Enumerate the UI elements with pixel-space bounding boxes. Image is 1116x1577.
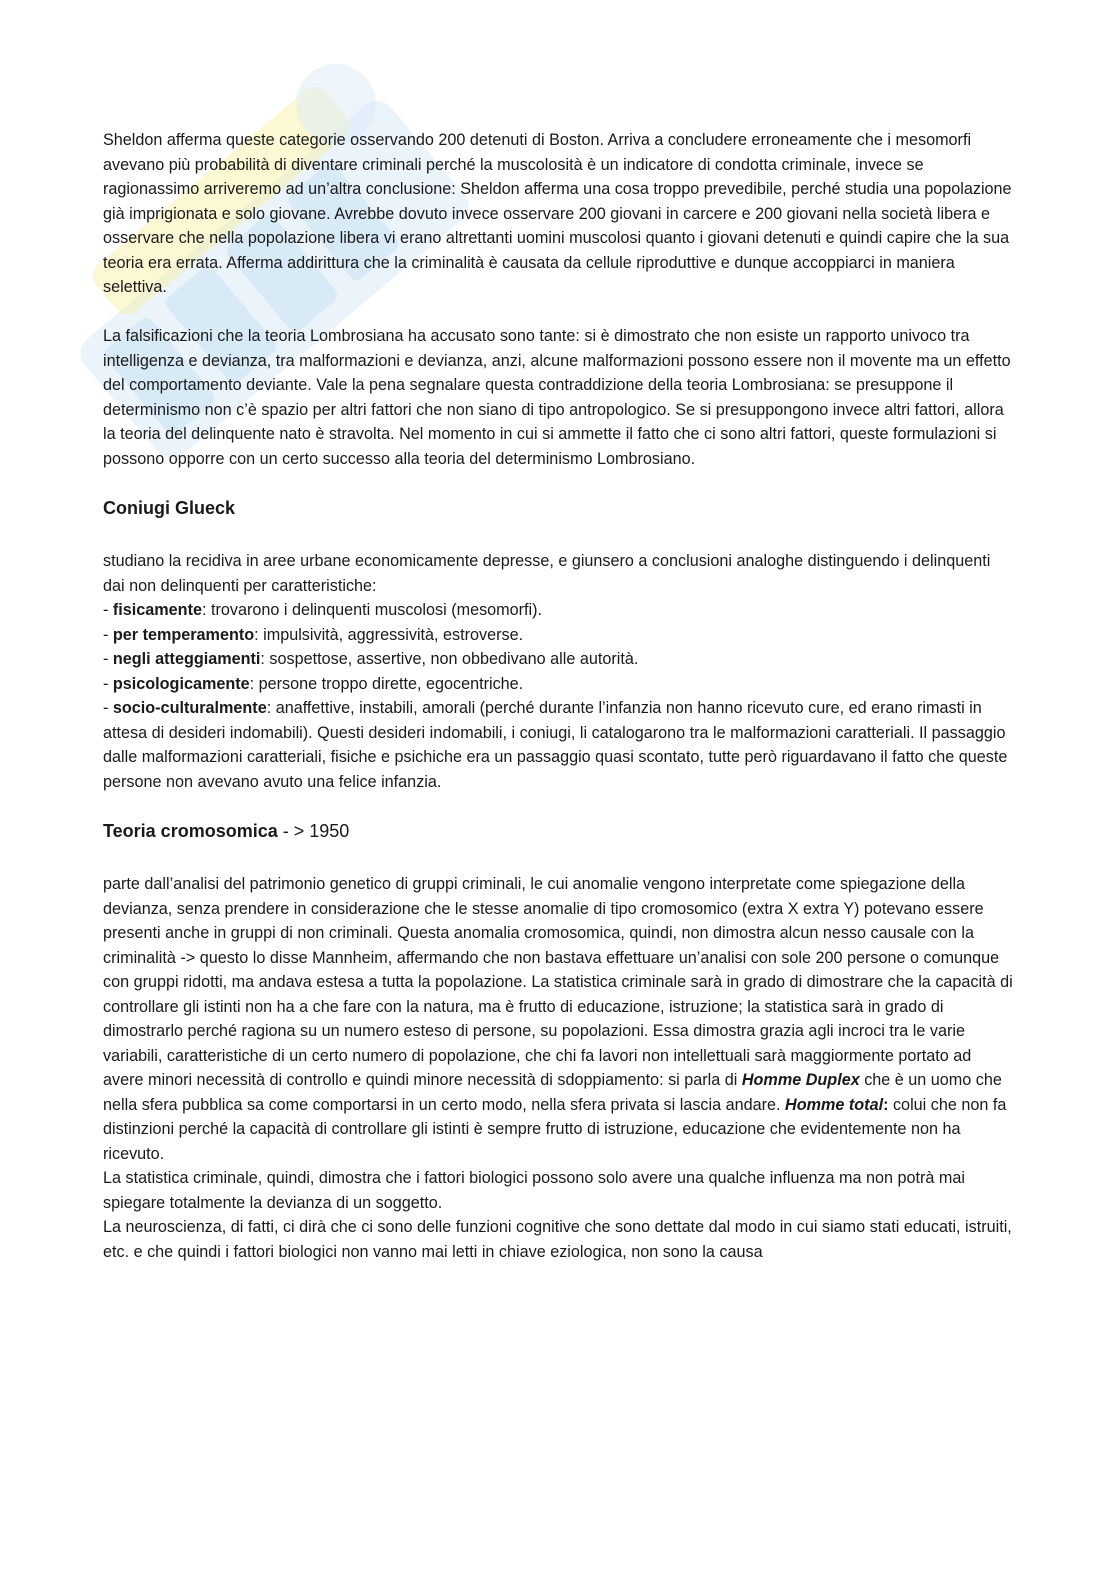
list-item: - fisicamente: trovarono i delinquenti muscolosi (mesomorfi). [103, 601, 543, 619]
term-homme-duplex: Homme Duplex [741, 1071, 860, 1089]
document-page [103, 128, 1013, 1264]
trait-term: fisicamente [112, 601, 202, 619]
heading-coniugi-glueck: Coniugi Glueck [103, 497, 236, 518]
list-item: - per temperamento: impulsività, aggressività, estroverse. [103, 625, 524, 644]
trait-term: negli atteggiamenti [112, 650, 261, 668]
paragraph-statistica: La statistica criminale, quindi, dimostra che i fattori biologici possono solo avere una qualche influenza ma non potrà mai spiegare totalmente la devianza di un soggetto. [103, 1169, 966, 1212]
trait-term: per temperamento [112, 625, 255, 644]
paragraph-glueck-intro: studiano la recidiva in aree urbane economicamente depresse, e giunsero a conclusioni analoghe distinguendo i delinquenti dai non delinquenti per caratteristiche: [103, 552, 991, 595]
list-item: - negli atteggiamenti: sospettose, assertive, non obbedivano alle autorità. [103, 650, 639, 668]
list-item: - psicologicamente: persone troppo dirette, egocentriche. [103, 674, 524, 693]
trait-term: socio-culturalmente [112, 699, 267, 717]
list-item: - socio-culturalmente: anaffettive, instabili, amorali (perché durante l’infanzia non hanno ricevuto cure, ed erano rimasti in attesa di desideri indomabili). Questi desideri indomabili, i coniugi, li catalogarono tra le malformazioni caratteriali. Il passaggio dalle malformazioni caratteriali, fisiche e psichiche era un passaggio quasi scontato, tutte però riguardavano il fatto che queste persone non avevano avuto una felice infanzia. [103, 699, 1008, 791]
paragraph-neuroscienza: La neuroscienza, di fatti, ci dirà che ci sono delle funzioni cognitive che sono dettate dal modo in cui siamo stati educati, istruiti, etc. e che quindi i fattori biologici non vanno mai letti in chiave eziologica, non sono la causa [103, 1218, 1012, 1261]
paragraph-cromosomica: parte dall’analisi del patrimonio genetico di gruppi criminali, le cui anomalie vengono interpretate come spiegazione della devianza, senza prendere in considerazione che le stesse anomalie di tipo cromosomico (extra X extra Y) potevano essere presenti anche in gruppi di non criminali. Questa anomalia cromosomica, quindi, non dimostra alcun nesso causale con la criminalità -> questo lo disse Mannheim, affermando che non bastava effettuare un’analisi con sole 200 persone o comunque con gruppi ridotti, ma andava estesa a tutta la popolazione. La statistica criminale sarà in grado di dimostrare che la capacità di controllare gli istinti non ha a che fare con la natura, ma è frutto di educazione, istruzione; la statistica sarà in grado di dimostrarlo perché ragiona su un numero esteso di persone, su popolazioni. Essa dimostra grazia agli incroci tra le varie variabili, caratteristiche di un certo numero di popolazione, che chi fa lavori non intellettuali sarà maggiormente portato ad avere minori necessità di controllo e quindi minore necessità di sdoppiamento: si parla di Homme Duplex che è un uomo che nella sfera pubblica sa come comportarsi in un certo modo, nella sfera privata si lascia andare. Homme total: colui che non fa distinzioni perché la capacità di controllare gli istinti è sempre frutto di istruzione, educazione che evidentemente non ha ricevuto. [103, 875, 1013, 1163]
heading-year-suffix: - > 1950 [277, 820, 350, 841]
heading-teoria-cromosomica: Teoria cromosomica - > 1950 [103, 820, 350, 841]
term-homme-total: Homme total [785, 1095, 884, 1114]
glueck-traits-list [103, 598, 1013, 794]
paragraph-sheldon: Sheldon afferma queste categorie osservando 200 detenuti di Boston. Arriva a concludere erroneamente che i mesomorfi avevano più probabilità di diventare criminali perché la muscolosità è un indicatore di condotta criminale, invece se ragionassimo arriveremo ad un’altra conclusione: Sheldon afferma una cosa troppo prevedibile, perché studia una popolazione già imprigionata e solo giovane. Avrebbe dovuto invece osservare 200 giovani in carcere e 200 giovani nella società libera e osservare che nella popolazione libera vi erano altrettanti uomini muscolosi quanto i giovani detenuti e quindi capire che la sua teoria era errata. Afferma addirittura che la criminalità è causata da cellule riproduttive e dunque accoppiarci in maniera selettiva. [103, 131, 1012, 296]
trait-term: psicologicamente [112, 674, 250, 693]
paragraph-lombroso: La falsificazioni che la teoria Lombrosiana ha accusato sono tante: si è dimostrato che non esiste un rapporto univoco tra intelligenza e devianza, tra malformazioni e devianza, anzi, alcune malformazioni possono essere non il movente ma un effetto del comportamento deviante. Vale la pena segnalare questa contraddizione della teoria Lombrosiana: se presuppone il determinismo non c’è spazio per altri fattori che non siano di tipo antropologico. Se si presuppongono invece altri fattori, allora la teoria del delinquente nato è stravolta. Nel momento in cui si ammette il fatto che ci sono altri fattori, queste formulazioni si possono opporre con un certo successo alla teoria del determinismo Lombrosiano. [103, 327, 1011, 468]
